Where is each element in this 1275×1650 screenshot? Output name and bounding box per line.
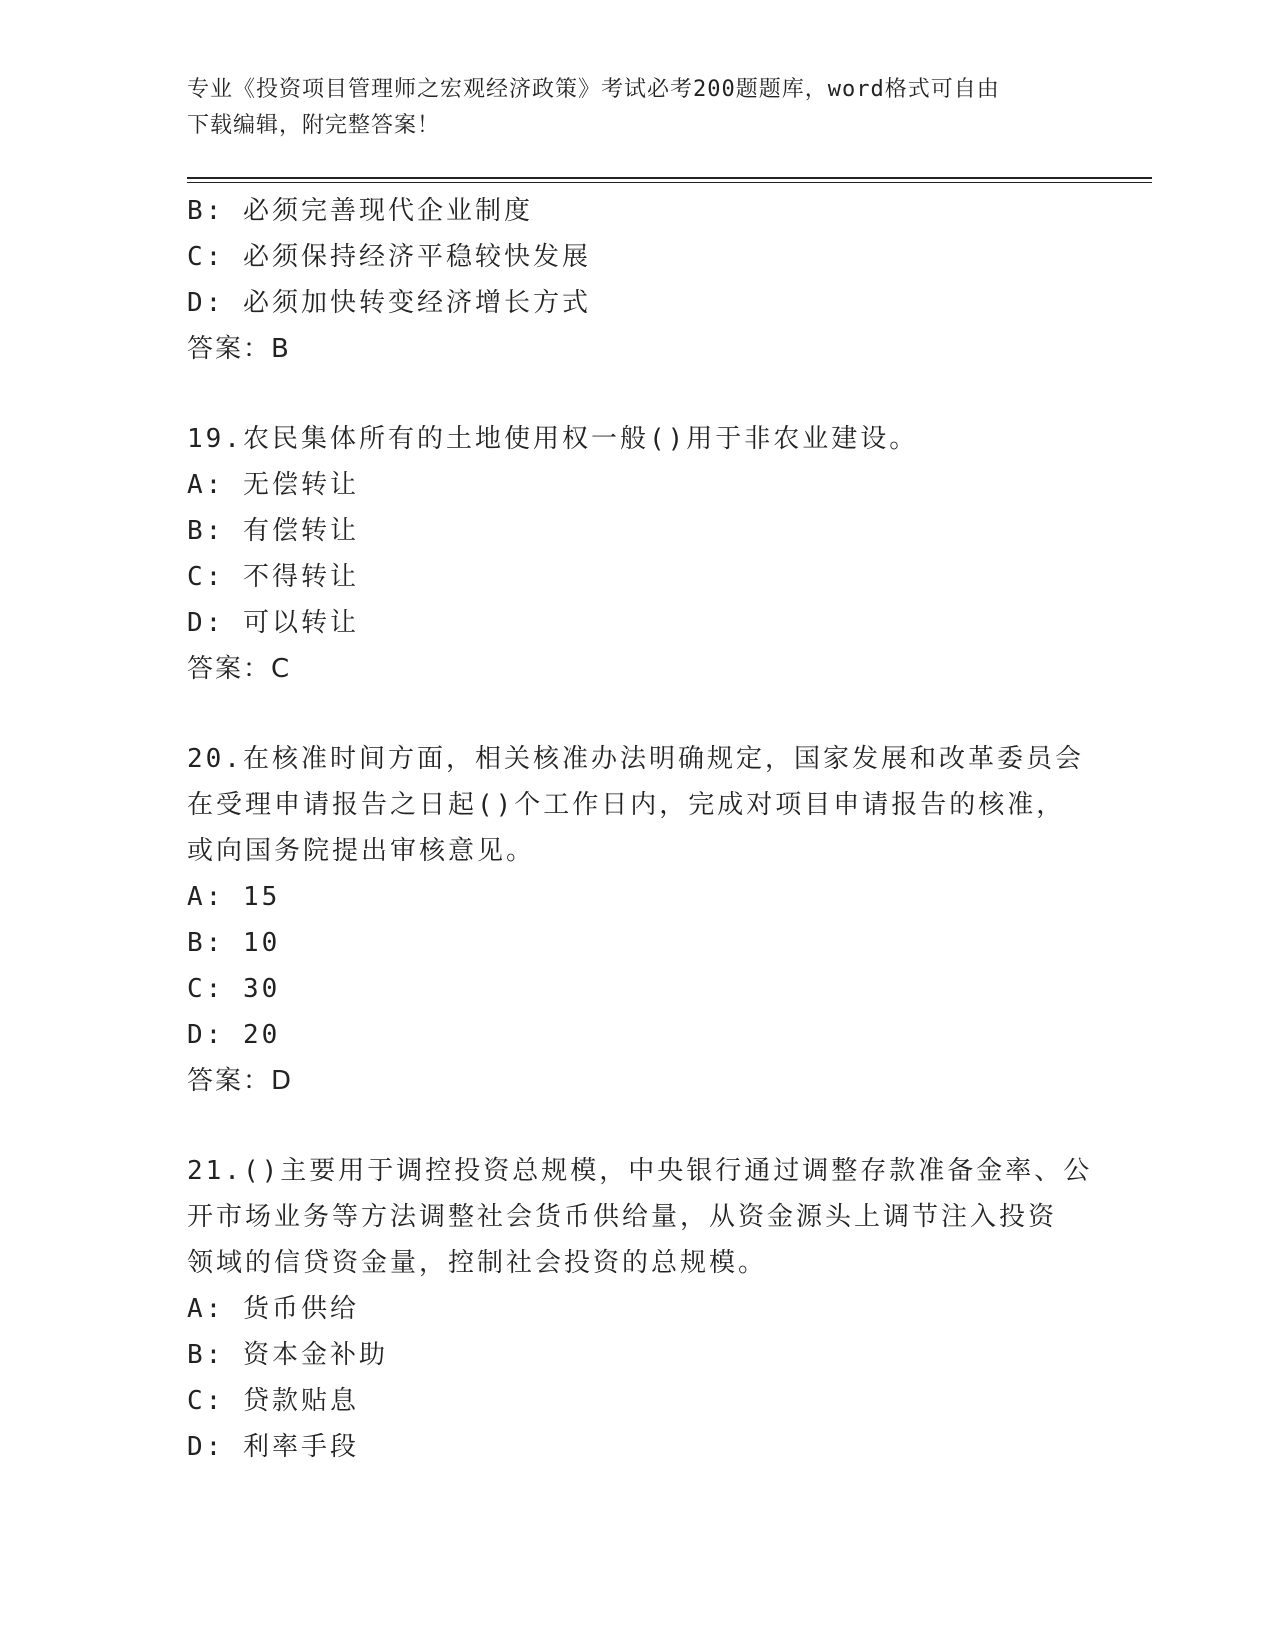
option-d: D: 必须加快转变经济增长方式 bbox=[187, 288, 591, 318]
question-text-line: 21.()主要用于调控投资总规模，中央银行通过调整存款准备金率、公 bbox=[187, 1156, 1093, 1186]
answer-line: 答案：C bbox=[187, 654, 292, 684]
question-text-line: 或向国务院提出审核意见。 bbox=[187, 836, 536, 866]
header-line-1: 专业《投资项目管理师之宏观经济政策》考试必考200题题库，word格式可自由 bbox=[187, 77, 1000, 102]
option-d: D: 利率手段 bbox=[187, 1432, 359, 1462]
header-line-2: 下载编辑，附完整答案！ bbox=[187, 113, 441, 138]
option-b: B: 10 bbox=[187, 928, 281, 958]
header-rule-thick bbox=[187, 177, 1152, 179]
option-c: C: 不得转让 bbox=[187, 562, 359, 592]
spacer bbox=[187, 1104, 1087, 1148]
option-a: A: 货币供给 bbox=[187, 1294, 359, 1324]
page-header bbox=[187, 72, 1067, 144]
answer-line: 答案：D bbox=[187, 1066, 294, 1096]
option-b: B: 资本金补助 bbox=[187, 1340, 388, 1370]
question-18-continued bbox=[187, 188, 1087, 372]
question-text-line: 开市场业务等方法调整社会货币供给量，从资金源头上调节注入投资 bbox=[187, 1202, 1058, 1232]
question-20 bbox=[187, 736, 1087, 1104]
option-d: D: 可以转让 bbox=[187, 608, 359, 638]
question-content bbox=[187, 188, 1093, 1470]
option-c: C: 30 bbox=[187, 974, 281, 1004]
question-text-line: 20.在核准时间方面，相关核准办法明确规定，国家发展和改革委员会 bbox=[187, 744, 1084, 774]
option-a: A: 15 bbox=[187, 882, 281, 912]
option-b: B: 必须完善现代企业制度 bbox=[187, 196, 533, 226]
question-text-line: 领域的信贷资金量，控制社会投资的总规模。 bbox=[187, 1248, 768, 1278]
question-text-line: 在受理申请报告之日起()个工作日内，完成对项目申请报告的核准， bbox=[187, 790, 1066, 820]
question-text-line: 19.农民集体所有的土地使用权一般()用于非农业建设。 bbox=[187, 424, 919, 454]
question-21 bbox=[187, 1148, 1093, 1470]
option-d: D: 20 bbox=[187, 1020, 281, 1050]
option-a: A: 无偿转让 bbox=[187, 470, 359, 500]
option-c: C: 必须保持经济平稳较快发展 bbox=[187, 242, 591, 272]
question-19 bbox=[187, 416, 1087, 692]
header-rule-thin bbox=[187, 182, 1152, 183]
option-b: B: 有偿转让 bbox=[187, 516, 359, 546]
answer-line: 答案：B bbox=[187, 334, 291, 364]
spacer bbox=[187, 372, 1087, 416]
option-c: C: 贷款贴息 bbox=[187, 1386, 359, 1416]
spacer bbox=[187, 692, 1087, 736]
